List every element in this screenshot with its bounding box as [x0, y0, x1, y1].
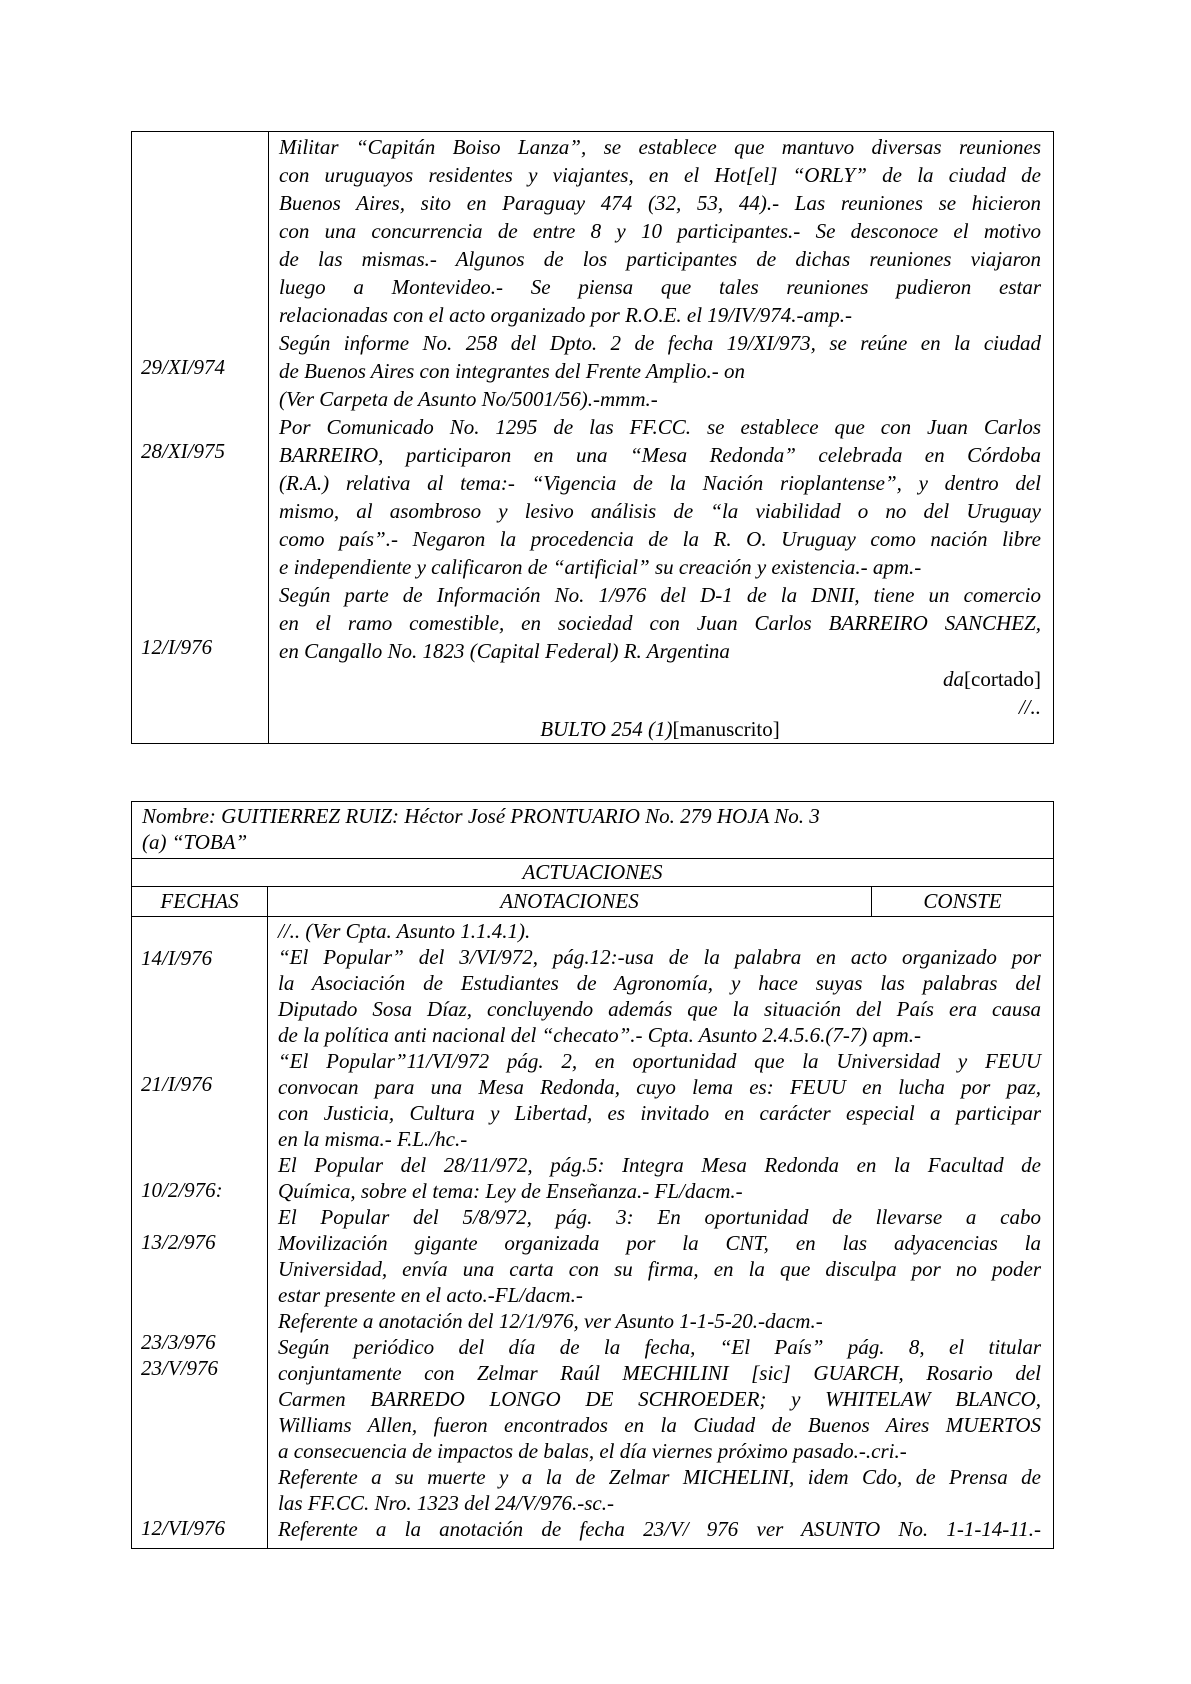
date-cell: 14/I/976 — [141, 946, 213, 970]
annotation-line: BARREIRO, participaron en una “Mesa Redonda” celebrada en Córdoba — [279, 443, 1041, 467]
annotation-line: Por Comunicado No. 1295 de las FF.CC. se establece que con Juan Carlos — [279, 415, 1041, 439]
annotation-line: convocan para una Mesa Redonda, cuyo lema es: FEUU en lucha por paz, — [278, 1075, 1041, 1099]
date-cell: 23/V/976 — [141, 1356, 218, 1380]
annotation-line: la Asociación de Estudiantes de Agronomía, y hace suyas las palabras del — [278, 971, 1041, 995]
annotation-line: Carmen BARREDO LONGO DE SCHROEDER; y WHITELAW BLANCO, — [278, 1387, 1041, 1411]
annotation-line: con Justicia, Cultura y Libertad, es invitado en carácter especial a participar — [278, 1101, 1041, 1125]
annotation-line: Química, sobre el tema: Ley de Enseñanza.- FL/dacm.- — [278, 1179, 743, 1203]
annotation-line: (Ver Carpeta de Asunto No/5001/56).-mmm.- — [279, 387, 658, 411]
annotation-line: Según informe No. 258 del Dpto. 2 de fecha 19/XI/973, se reúne en la ciudad — [279, 331, 1041, 355]
annotation-line: las FF.CC. Nro. 1323 del 24/V/976.-sc.- — [278, 1491, 614, 1515]
annotation-line: relacionadas con el acto organizado por R.O.E. el 19/IV/974.-amp.- — [279, 303, 852, 327]
col-fechas: FECHAS — [132, 887, 268, 916]
col-anotaciones: ANOTACIONES — [268, 887, 872, 916]
annotation-line: luego a Montevideo.- Se piensa que tales reuniones pudieron estar — [279, 275, 1041, 299]
annotation-line: a consecuencia de impactos de balas, el día viernes próximo pasado.-.cri.- — [278, 1439, 907, 1463]
annotation-line: conjuntamente con Zelmar Raúl MECHILINI [sic] GUARCH, Rosario del — [278, 1361, 1041, 1385]
annotation-line: de las mismas.- Algunos de los participantes de dichas reuniones viajaron — [279, 247, 1041, 271]
name-header — [132, 802, 1053, 859]
annotation-line: como país”.- Negaron la procedencia de la R. O. Uruguay como nación libre — [279, 527, 1041, 551]
annotation-line: Referente a anotación del 12/1/976, ver Asunto 1-1-5-20.-dacm.- — [278, 1309, 823, 1333]
annotation-line: (R.A.) relativa al tema:- “Vigencia de la Nación rioplantense”, y dentro del — [279, 471, 1041, 495]
annotation-line: Según parte de Información No. 1/976 del D-1 de la DNII, tiene un comercio — [279, 583, 1041, 607]
name-line: Nombre: GUITIERREZ RUIZ: Héctor José PRONTUARIO No. 279 HOJA No. 3 — [142, 804, 820, 828]
annotations-column — [268, 917, 1053, 1548]
annotation-line: Militar “Capitán Boiso Lanza”, se establece que mantuvo diversas reuniones — [279, 135, 1041, 159]
date-cell: 21/I/976 — [141, 1072, 213, 1096]
dates-column — [132, 132, 269, 743]
dates-column — [132, 917, 268, 1548]
annotation-line: en Cangallo No. 1823 (Capital Federal) R. Argentina — [279, 639, 730, 663]
col-conste: CONSTE — [923, 889, 1002, 913]
date-cell: 12/VI/976 — [141, 1516, 225, 1540]
prontuario-table — [131, 801, 1054, 1549]
section-title: ACTUACIONES — [132, 858, 1053, 887]
annotation-line: Movilización gigante organizada por la CNT, en las adyacencias la — [278, 1231, 1041, 1255]
date-cell: 12/I/976 — [141, 635, 213, 659]
alias-line: (a) “TOBA” — [142, 830, 248, 854]
annotation-line: de la política anti nacional del “checato”.- Cpta. Asunto 2.4.5.6.(7-7) apm.- — [278, 1023, 921, 1047]
date-cell: 28/XI/975 — [141, 439, 225, 463]
annotation-line: mismo, al asombroso y lesivo análisis de “la viabilidad o no del Uruguay — [279, 499, 1041, 523]
continuation-mark: //.. — [1018, 695, 1041, 719]
cut-note: da[cortado] — [943, 667, 1041, 691]
annotation-line: en el ramo comestible, en sociedad con Juan Carlos BARREIRO SANCHEZ, — [279, 611, 1041, 635]
annotation-line: El Popular del 28/11/972, pág.5: Integra Mesa Redonda en la Facultad de — [278, 1153, 1041, 1177]
annotation-line: Según periódico del día de la fecha, “El País” pág. 8, el titular — [278, 1335, 1041, 1359]
annotation-line: Diputado Sosa Díaz, concluyendo además que la situación del País era causa — [278, 997, 1041, 1021]
annotation-line: Williams Allen, fueron encontrados en la Ciudad de Buenos Aires MUERTOS — [278, 1413, 1041, 1437]
bulto-note: BULTO 254 (1)[manuscrito] — [540, 717, 780, 741]
annotation-line: “El Popular”11/VI/972 pág. 2, en oportunidad que la Universidad y FEUU — [278, 1049, 1041, 1073]
record-table-continuation — [131, 131, 1054, 744]
annotation-line: con uruguayos residentes y viajantes, en el Hot[el] “ORLY” de la ciudad de — [279, 163, 1041, 187]
annotation-line: El Popular del 5/8/972, pág. 3: En oportunidad de llevarse a cabo — [278, 1205, 1041, 1229]
date-cell: 23/3/976 — [141, 1330, 216, 1354]
annotation-line: Referente a la anotación de fecha 23/V/ 976 ver ASUNTO No. 1-1-14-11.- — [278, 1517, 1041, 1541]
annotation-line: //.. (Ver Cpta. Asunto 1.1.4.1). — [278, 919, 531, 943]
column-headers — [132, 887, 1053, 917]
annotation-line: “El Popular” del 3/VI/972, pág.12:-usa de la palabra en acto organizado por — [278, 945, 1041, 969]
annotation-line: e independiente y calificaron de “artificial” su creación y existencia.- apm.- — [279, 555, 922, 579]
annotation-line: en la misma.- F.L./hc.- — [278, 1127, 468, 1151]
table-body — [132, 917, 1053, 1548]
annotations-column — [269, 132, 1053, 743]
date-cell: 29/XI/974 — [141, 355, 225, 379]
annotation-line: estar presente en el acto.-FL/dacm.- — [278, 1283, 583, 1307]
annotation-line: de Buenos Aires con integrantes del Frente Amplio.- on — [279, 359, 745, 383]
annotation-line: Universidad, envía una carta con su firma, en la que disculpa por no poder — [278, 1257, 1041, 1281]
annotation-line: Buenos Aires, sito en Paraguay 474 (32, 53, 44).- Las reuniones se hicieron — [279, 191, 1041, 215]
annotation-line: Referente a su muerte y a la de Zelmar MICHELINI, idem Cdo, de Prensa de — [278, 1465, 1041, 1489]
date-cell: 10/2/976: — [141, 1178, 223, 1202]
date-cell: 13/2/976 — [141, 1230, 216, 1254]
annotation-line: con una concurrencia de entre 8 y 10 participantes.- Se desconoce el motivo — [279, 219, 1041, 243]
